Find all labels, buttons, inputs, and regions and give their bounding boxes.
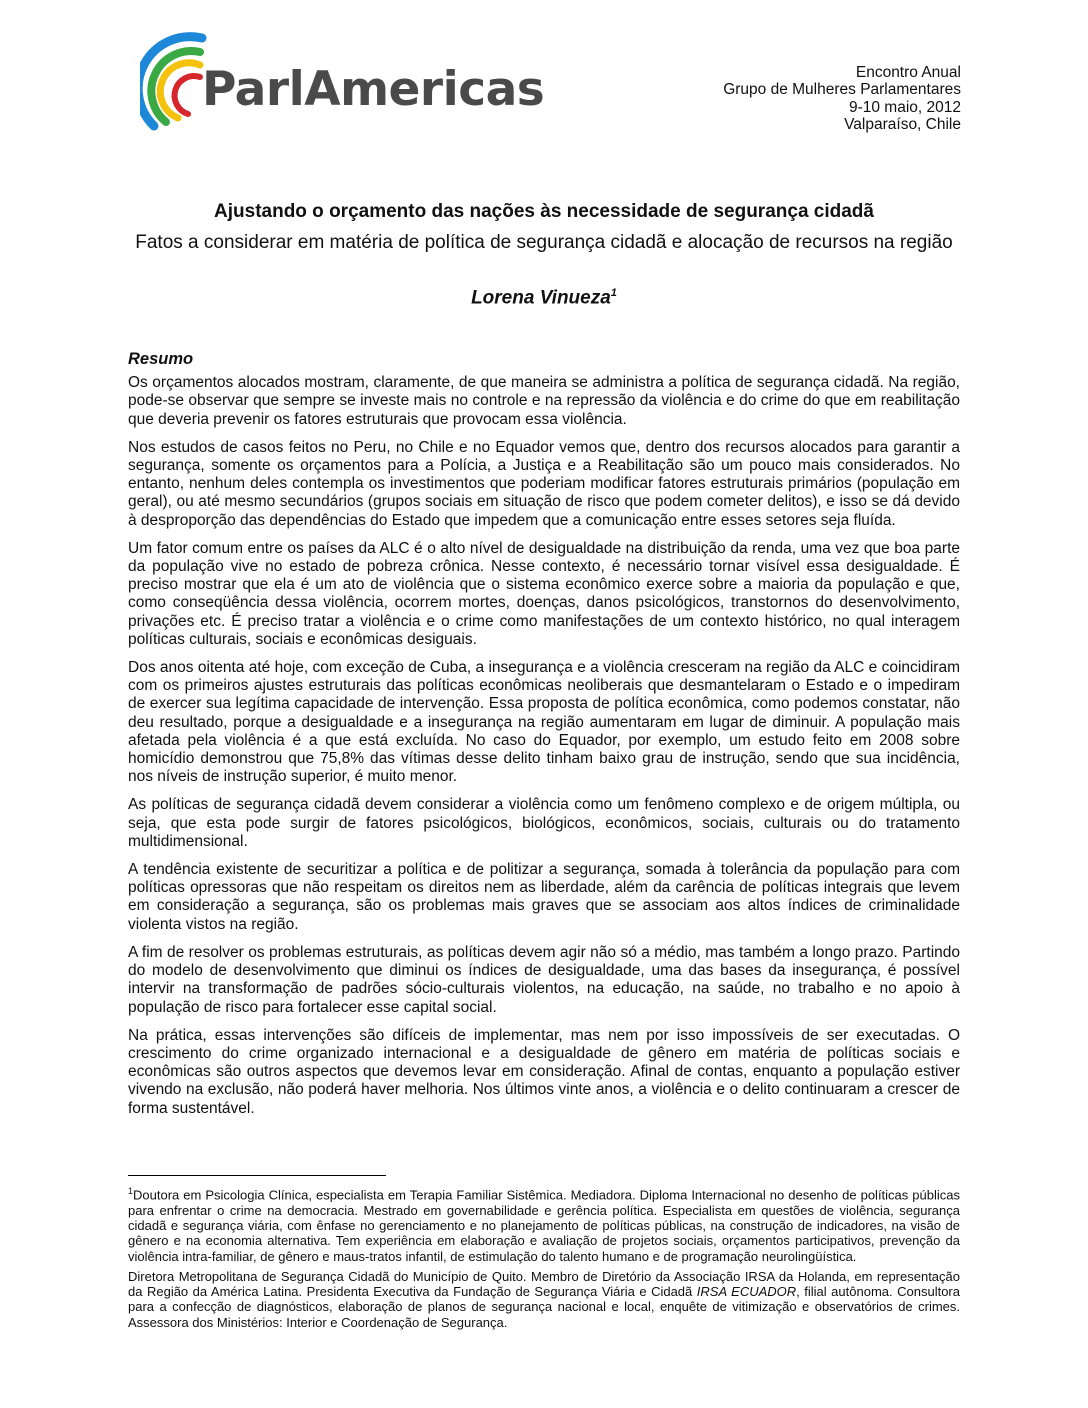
footnotes xyxy=(128,1184,960,1335)
footnote-paragraph xyxy=(128,1184,960,1264)
meeting-line: Encontro Anual xyxy=(855,64,961,81)
body-paragraph: Os orçamentos alocados mostram, claramente, de que maneira se administra a política de segurança cidadã. Na região, pode-se observar que sempre se investe mais no controle e na repressão da violência e do crime do que em reabilitação que deveria prevenir os fatores estruturais que provocam essa violência. xyxy=(128,374,960,428)
body-paragraph: Na prática, essas intervenções são difíceis de implementar, mas nem por isso impossíveis de ser executadas. O crescimento do crime organizado internacional e a desigualdade de gênero em matéria de políticas sociais e econômicas são outros aspectos que devemos levar em consideração. Afinal de contas, enquanto a população estiver vivendo na exclusão, não poderá haver melhoria. Nos últimos vinte anos, a violência e o delito continuaram a crescer de forma sustentável. xyxy=(128,1026,960,1117)
footnote-text: , filial autônoma. Consultora para a confecção de diagnósticos, elaboração de planos de segurança nacional e local, enquête de vitimização e observatórios de crimes. Assessora dos Ministérios: Interior e Coordenação de Segurança. xyxy=(128,1284,960,1330)
meeting-line: Grupo de Mulheres Parlamentares xyxy=(723,81,961,99)
body-paragraph: Dos anos oitenta até hoje, com exceção de Cuba, a insegurança e a violência cresceram na região da ALC e coincidiram com os primeiros ajustes estruturais das políticas econômicas neoliberais que desmantelaram o Estado e o impediram de exercer sua legítima capacidade de intervenção. Essa proposta de política econômica, como podemos constatar, não deu resultado, porque a desigualdade e a insegurança na região aumentaram em lugar de diminuir. A população mais afetada pela violência é a que está excluída. No caso do Equador, por exemplo, um estudo feito em 2008 sobre homicídio demonstrou que 75,8% das vítimas desse delito tinham baixo grau de instrução, sendo que sua incidência, nos níveis de instrução superior, é muito menor. xyxy=(128,659,960,786)
footnote-text: Diretora Metropolitana de Segurança Cidadã do Município de Quito. Membro de Diretório da Associação IRSA da Holanda, em representação da Região da América Latina. Presidenta Executiva da Fundação de Segurança Viária e Cidadã xyxy=(128,1268,960,1300)
meeting-line: Valparaíso, Chile xyxy=(844,116,961,134)
footnote-text: Doutora em Psicologia Clínica, especialista em Terapia Familiar Sistêmica. Mediadora. Diploma Internacional no desenho de políticas públicas para enfrentar o crime na democracia. Mestrado em governabilidade e gerência política. Especialista em questões de violência, segurança cidadã e segurança viária, com ênfase no gerenciamento e no planejamento de políticas públicas, na construção de indicadores, na visão de gênero e na economia alternativa. Tem experiência em elaboração e avaliação de projetos sociais, orçamentos participativos, prevenção da violência intra-familiar, de gênero e maus-tratos infantil, de estimulação do talento humano e de programação neurolingüística. xyxy=(128,1187,960,1264)
author-line xyxy=(130,287,958,309)
document-body xyxy=(128,350,960,1128)
footnote-mark: 1 xyxy=(128,1186,134,1196)
footnote-divider xyxy=(128,1175,386,1176)
footnote-reference: 1 xyxy=(610,287,617,299)
body-paragraph: Nos estudos de casos feitos no Peru, no Chile e no Equador vemos que, dentro dos recursos alocados para garantir a segurança, somente os orçamentos para a Polícia, a Justiça e a Reabilitação são um pouco mais considerados. No entanto, nenhum deles contempla os investimentos que poderiam modificar fatores estruturais primários (população em geral), ou até mesmo secundários (grupos sociais em situação de risco que podem cometer delitos), e isso se dá devido à desproporção das dependências do Estado que impedem que a comunicação entre esses setores seja fluída. xyxy=(128,438,960,529)
logo-wordmark: ParlAmericas xyxy=(202,62,545,117)
meeting-info xyxy=(621,64,961,134)
body-paragraph: Um fator comum entre os países da ALC é o alto nível de desigualdade na distribuição da renda, uma vez que boa parte da população vive no estado de pobreza crônica. Nesse contexto, é necessário tornar visível essa desigualdade. É preciso mostrar que ela é um ato de violência que o sistema econômico exerce sobre a maioria da população e que, como conseqüência dessa violência, ocorrem mortes, doenças, danos psicológicos, transtornos do desenvolvimento, privações etc. É preciso tratar a violência e o crime como manifestações de um contexto histórico, no qual interagem políticas culturais, sociais e econômicas desiguais. xyxy=(128,539,960,648)
body-paragraph: As políticas de segurança cidadã devem considerar a violência como um fenômeno complexo e de origem múltipla, ou seja, que esta pode surgir de fatores psicológicos, biológicos, econômicos, sociais, culturais ou do tratamento multidimensional. xyxy=(128,796,960,850)
section-heading: Resumo xyxy=(128,350,194,368)
parlamericas-logo xyxy=(140,30,600,150)
body-paragraph: A tendência existente de securitizar a política e de politizar a segurança, somada à tolerância da população para com políticas opressoras que não respeitam os direitos nem as liberdade, além da carência de políticas integrais que levem em consideração a segurança, são os problemas mais graves que se associam aos altos índices de criminalidade violenta vistos na região. xyxy=(128,861,960,933)
document-title: Ajustando o orçamento das nações às necessidade de segurança cidadã xyxy=(214,201,874,222)
footnote-paragraph xyxy=(128,1269,960,1330)
document-subtitle: Fatos a considerar em matéria de política de segurança cidadã e alocação de recursos na região xyxy=(135,232,953,253)
footnote-organization: IRSA ECUADOR xyxy=(696,1284,797,1300)
author-name: Lorena Vinueza xyxy=(471,287,611,309)
meeting-line: 9-10 maio, 2012 xyxy=(848,98,961,116)
body-paragraph: A fim de resolver os problemas estruturais, as políticas devem agir não só a médio, mas também a longo prazo. Partindo do modelo de desenvolvimento que diminui os índices de desigualdade, uma das bases da insegurança, é possível intervir na transformação de padrões sócio-culturais violentos, na educação, na saúde, no trabalho e no apoio à população de risco para fortalecer esse capital social. xyxy=(128,943,960,1016)
